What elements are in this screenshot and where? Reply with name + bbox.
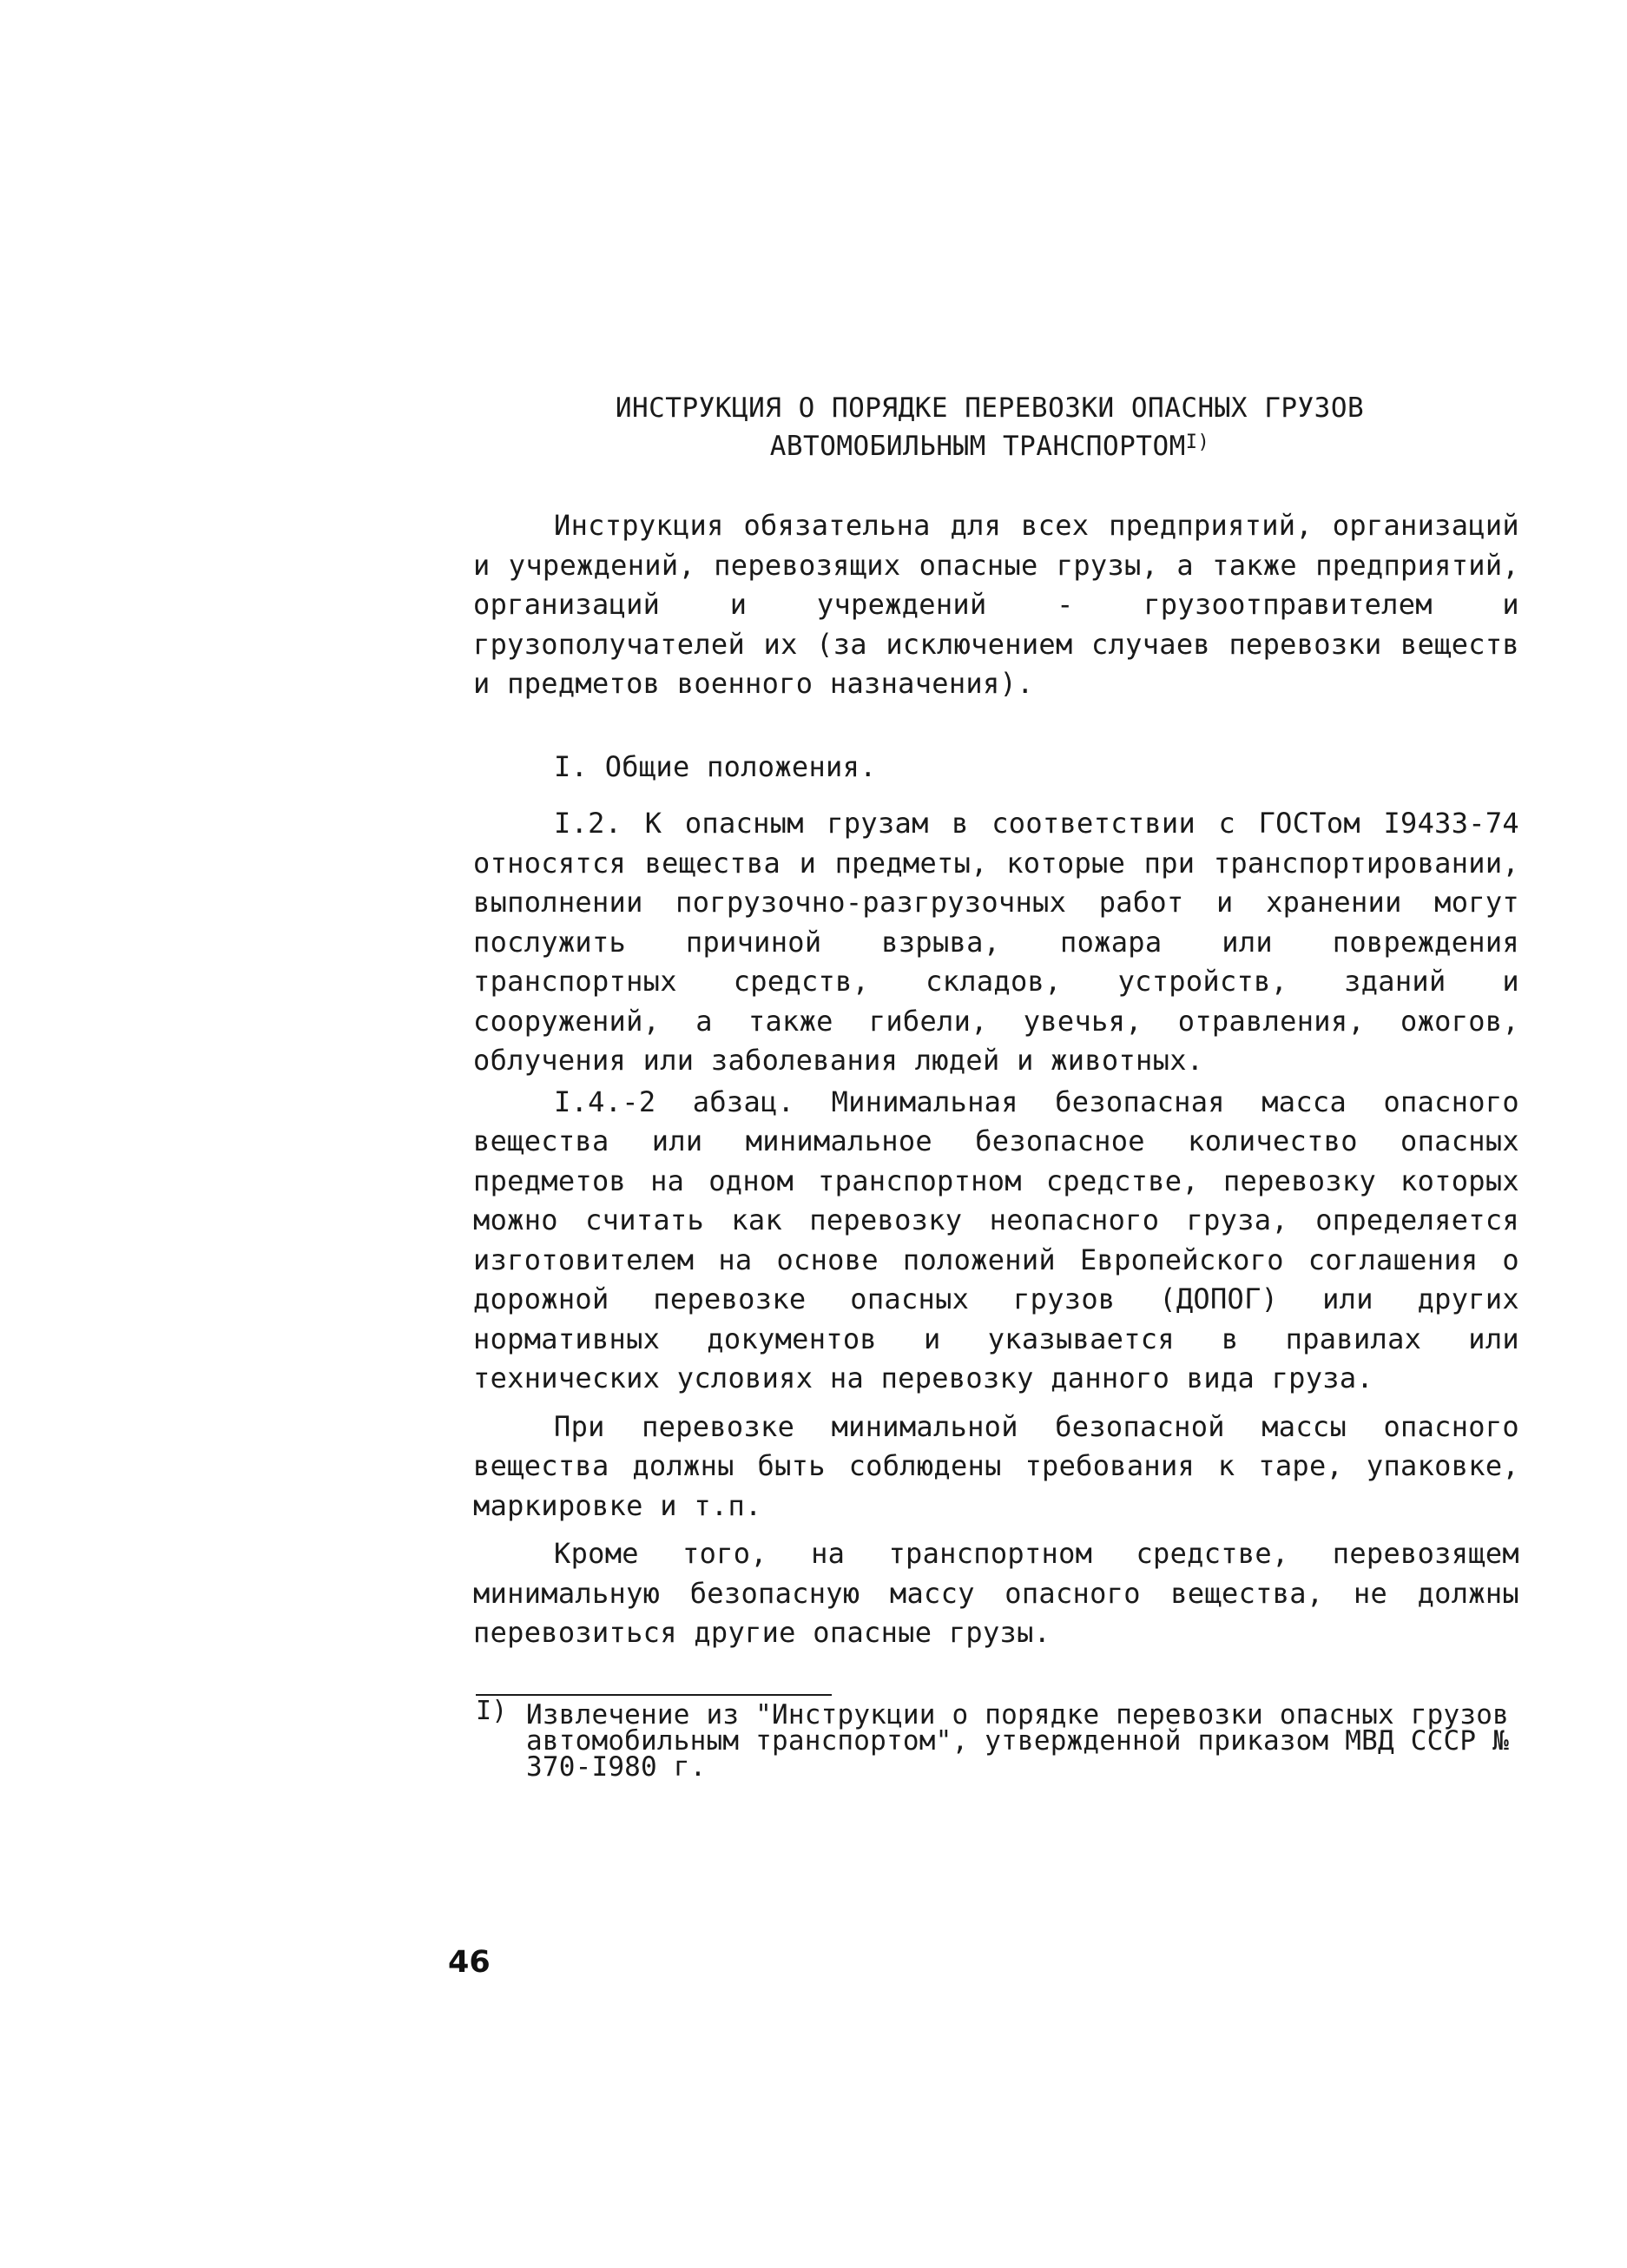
footnote [476, 1696, 1509, 1783]
footnote-separator [476, 1694, 832, 1696]
paragraph-min-mass: При перевозке минимальной безопасной массы опасного вещества должны быть соблюдены требования к таре, упаковке, маркировке и т.п. [473, 1409, 1519, 1522]
document-title [573, 389, 1406, 469]
body-block [473, 804, 1519, 1653]
title-line-2-text: АВТОМОБИЛЬНЫМ ТРАНСПОРТОМ [769, 431, 1186, 462]
footnote-marker: I) [476, 1696, 508, 1726]
footnote-text: Извлечение из "Инструкции о порядке перевозки опасных грузов автомобильным транспортом", утвержденной приказом МВД СССР № 370-I980 г. [526, 1699, 1509, 1783]
paragraph-other-cargo: Кроме того, на транспортном средстве, перевозящем минимальную безопасную массу опасного вещества, не должны перевозиться другие опасные грузы. [473, 1537, 1519, 1649]
title-footnote-ref: I) [1185, 432, 1210, 453]
section-heading: I. Общие положения. [554, 750, 877, 783]
paragraph-1-2: I.2. К опасным грузам в соответствии с ГОСТом I9433-74 относятся вещества и предметы, которые при транспортировании, выполнении погрузочно-разгрузочных работ и хранении могут послужить причиной взрыва, пожара или повреждения транспортных средств, складов, устройств, зданий и сооружений, а также гибели, увечья, отравления, ожогов, облучения или заболевания людей и животных. [473, 807, 1519, 1077]
title-line-1: ИНСТРУКЦИЯ О ПОРЯДКЕ ПЕРЕВОЗКИ ОПАСНЫХ ГРУЗОВ [615, 392, 1365, 424]
paragraph-1-4: I.4.-2 абзац. Минимальная безопасная масса опасного вещества или минимальное безопасное количество опасных предметов на одном транспортном средстве, перевозку которых можно считать как перевозку неопасного груза, определяется изготовителем на основе положений Европейского соглашения о дорожной перевозке опасных грузов (ДОПОГ) или других нормативных документов и указывается в правилах или технических условиях на перевозку данного вида груза. [473, 1085, 1519, 1394]
intro-paragraph: Инструкция обязательна для всех предприятий, организаций и учреждений, перевозящих опасные грузы, а также предприятий, организаций и учреждений - грузоотправителем и грузополучателей их (за исключением случаев перевозки веществ и предметов военного назначения). [473, 509, 1519, 700]
title-line-2 [573, 427, 1406, 469]
intro-block [473, 506, 1519, 704]
page-number: 46 [448, 1945, 491, 1980]
